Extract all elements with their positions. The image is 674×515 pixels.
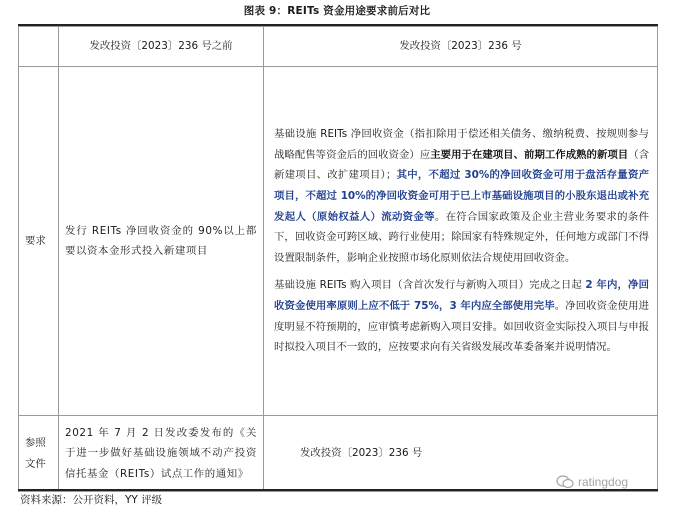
reference-before: 2021 年 7 月 2 日发改委发布的《关于进一步做好基础设施领域不动产投资信托基金（REITs）试点工作的通知》 (59, 416, 264, 492)
requirement-before: 发行 REITs 净回收资金的 90%以上都要以资本金形式投入新建项目 (59, 67, 264, 416)
text-segment-normal: 基础设施 REITs 购入项目（含首次发行与新购入项目）完成之日起 (274, 279, 586, 292)
reference-label: 参照文件 (19, 416, 59, 492)
reference-after: 发改投资〔2023〕236 号 (264, 416, 658, 492)
text-segment-normal: 。在符合国家政策及企业主营业务要求的条件下，回收资金可跨区域、跨行业使用；除国家有特殊规定外，任何地方或部门不得设置限制条件，影响企业按照市场化原则依法合规使用回收资金。 (274, 210, 650, 264)
text-segment-dark: 主要用于在建项目、前期工作成熟的新项目 (430, 148, 629, 161)
text-segment-blue: 其中，不超过 30%的净回收资金可用于盘活存量资产项目，不超过 10%的净回收资金可用于已上市基础设施项目的小股东退出或补充发起人（原始权益人）流动资金等 (274, 169, 649, 223)
text-segment-blue: 2 年内，净回收资金使用率原则上应不低于 75%，3 年内应全部使用完毕 (274, 279, 649, 312)
header-label-cell (19, 27, 59, 67)
watermark (556, 475, 628, 489)
requirement-after (264, 67, 658, 416)
requirement-label: 要求 (19, 67, 59, 416)
chat-bubble-icon (556, 475, 574, 489)
bottom-rule (18, 489, 658, 491)
requirement-after-paragraph-1 (274, 124, 649, 268)
source-note: 资料来源：公开资料，YY 评级 (20, 494, 163, 506)
figure-title: 图表 9：REITs 资金用途要求前后对比 (243, 5, 431, 17)
watermark-text: ratingdog (578, 475, 629, 489)
text-segment-normal: 。净回收资金使用进度明显不符预期的，应审慎考虑新购入项目安排。如回收资金实际投入项目与申报时拟投入项目不一致的，应按要求向有关省级发展改革委备案并说明情况。 (274, 299, 649, 354)
requirement-row (19, 67, 658, 416)
header-after: 发改投资〔2023〕236 号 (264, 27, 658, 67)
comparison-table (18, 26, 658, 492)
table-header-row (19, 27, 658, 67)
text-segment-normal: 基础设施 REITs 净回收资金（指扣除用于偿还相关债务、缴纳税费、按规则参与战略配售等资金后的回收资金）应 (274, 128, 649, 161)
header-before: 发改投资〔2023〕236 号之前 (59, 27, 264, 67)
requirement-after-paragraph-2 (274, 275, 649, 357)
text-segment-normal: （含新建项目、改扩建项目）； (274, 148, 650, 182)
